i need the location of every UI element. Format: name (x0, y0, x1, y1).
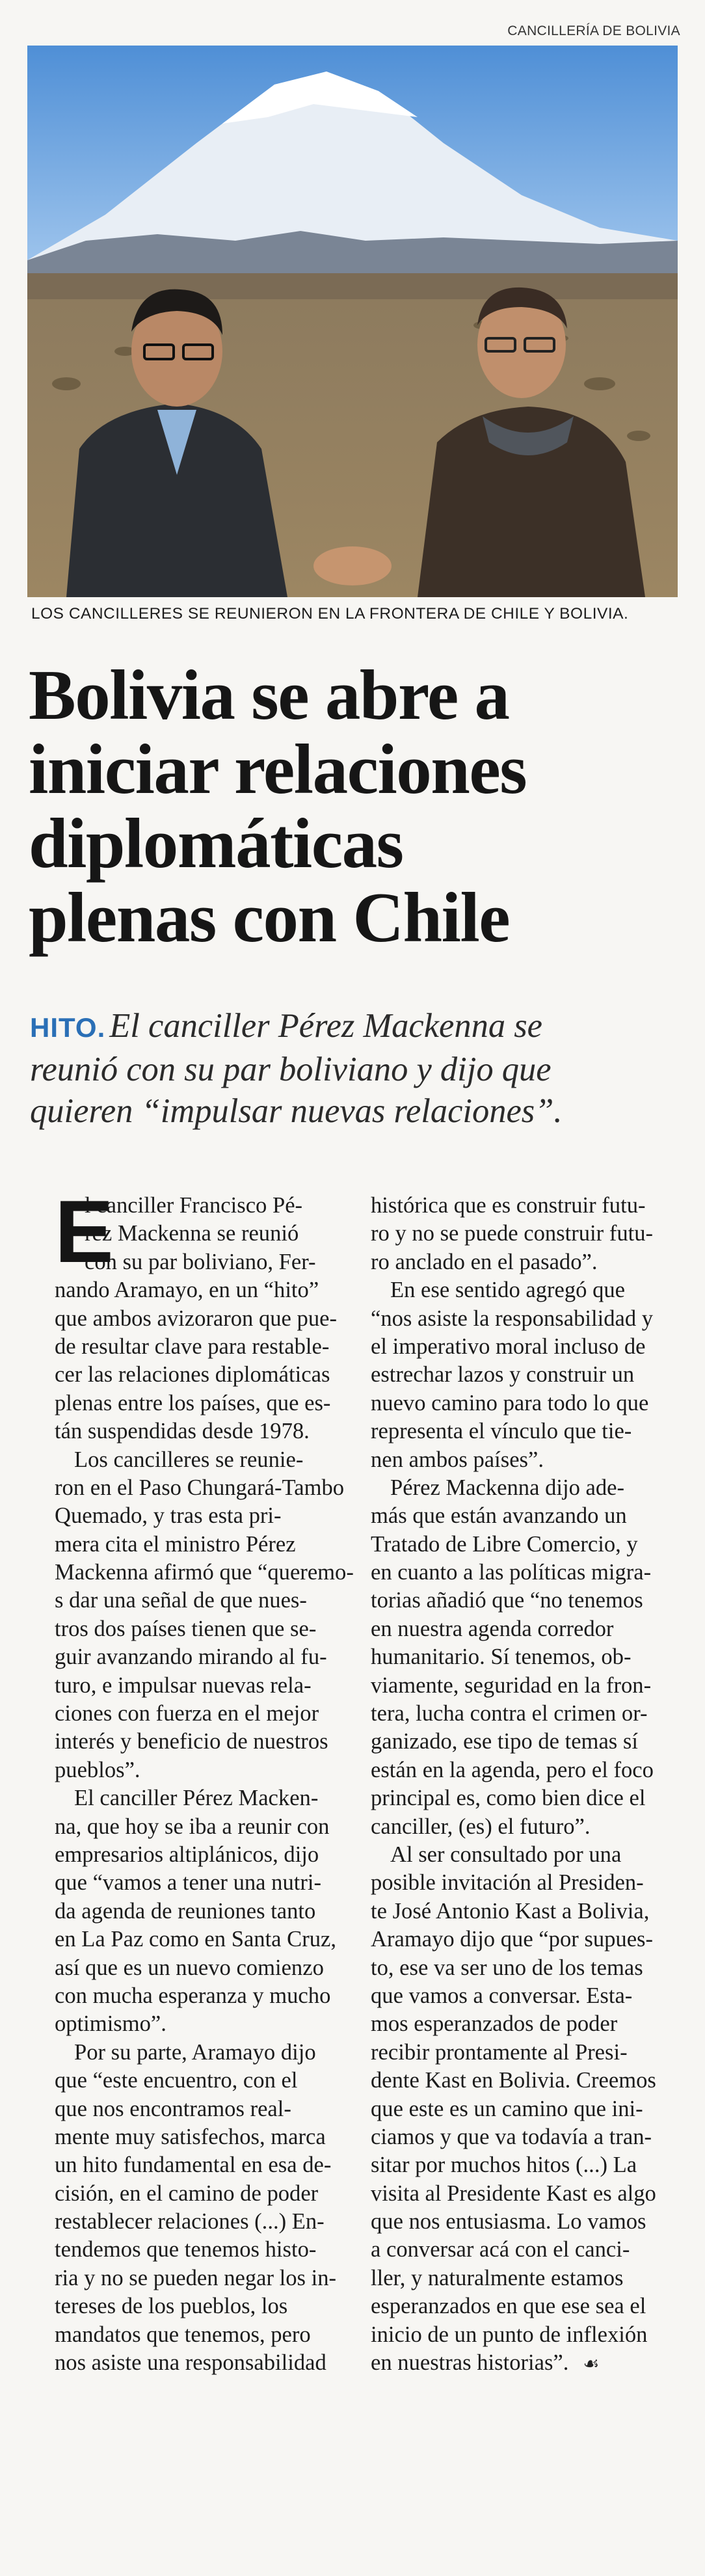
deck-line: quieren “impulsar nuevas relaciones”. (30, 1092, 563, 1130)
body-text-line: tendemos que tenemos histo- (55, 2237, 317, 2262)
headline (29, 658, 679, 955)
body-text-line: a conversar acá con el canci- (371, 2237, 630, 2262)
body-text-line: ron en el Paso Chungará-Tambo (55, 1475, 345, 1500)
body-text-line: con su par boliviano, Fer- (85, 1249, 316, 1274)
body-text-line: torias añadió que “no tenemos (371, 1588, 643, 1613)
body-text-line: cisión, en el camino de poder (55, 2180, 319, 2206)
photo-credit: CANCILLERÍA DE BOLIVIA (507, 23, 680, 38)
body-text-line: Por su parte, Aramayo dijo (74, 2039, 316, 2065)
body-text-line: guir avanzando mirando al fu- (55, 1644, 327, 1670)
body-text-line: visita al Presidente Kast es algo (371, 2180, 656, 2206)
body-text-line: nando Aramayo, en un “hito” (55, 1278, 319, 1303)
body-text-line: da agenda de reuniones tanto (55, 1898, 316, 1924)
photo-caption: LOS CANCILLERES SE REUNIERON EN LA FRONTERA DE CHILE Y BOLIVIA. (31, 605, 629, 623)
deck-line: reunió con su par boliviano y dijo que (30, 1051, 552, 1088)
body-text-line: restablecer relaciones (...) En- (55, 2209, 325, 2234)
body-text-line: en cuanto a las políticas migra- (371, 1560, 652, 1585)
deck-subtitle (30, 1005, 674, 1132)
body-text-line: to, ese va ser uno de los temas (371, 1955, 643, 1980)
body-text-line: que este es un camino que ini- (371, 2096, 643, 2121)
body-text-line: ria y no se pueden negar los in- (55, 2265, 337, 2290)
body-text-line: que vamos a conversar. Esta- (371, 1983, 633, 2008)
body-text-line: inicio de un punto de inflexión (371, 2322, 648, 2347)
body-text-line: interés y beneficio de nuestros (55, 1729, 328, 1754)
body-text-line: empresarios altiplánicos, dijo (55, 1842, 319, 1867)
body-text-line: con mucha esperanza y mucho (55, 1983, 331, 2008)
body-text-line: canciller, (es) el futuro”. (371, 1814, 591, 1839)
body-text-line: Aramayo dijo que “por supues- (371, 1927, 654, 1952)
headline-line: diplomáticas (29, 804, 403, 883)
body-text-line: mos esperanzados de poder (371, 2011, 618, 2037)
body-text-line: tán suspendidas desde 1978. (55, 1419, 310, 1444)
body-text-line: tera, lucha contra el crimen or- (371, 1701, 648, 1726)
body-text-line: que nos entusiasma. Lo vamos (371, 2209, 646, 2234)
body-text-line: Los cancilleres se reunie- (74, 1447, 304, 1472)
photo-illustration (27, 46, 678, 597)
deck-kicker: HITO. (30, 1012, 106, 1043)
body-text-line: na, que hoy se iba a reunir con (55, 1814, 330, 1839)
body-text-line: ller, y naturalmente estamos (371, 2265, 624, 2290)
article-photo (27, 46, 678, 597)
body-text-line: te José Antonio Kast a Bolivia, (371, 1898, 650, 1924)
body-text-line: en La Paz como en Santa Cruz, (55, 1927, 337, 1952)
body-text-line: mente muy satisfechos, marca (55, 2124, 326, 2149)
body-text-line: ciones con fuerza en el mejor (55, 1701, 319, 1726)
body-text-line: esperanzados en que ese sea el (371, 2294, 646, 2319)
body-text-line: representa el vínculo que tie- (371, 1419, 632, 1444)
body-text-line: ro anclado en el pasado”. (371, 1249, 598, 1274)
body-text-line: tros dos países tienen que se- (55, 1616, 317, 1641)
body-text-line: Tratado de Libre Comercio, y (371, 1531, 638, 1557)
body-text-line: ciamos y que va todavía a tran- (371, 2124, 652, 2149)
drop-cap: E (55, 1182, 114, 1281)
body-text-line: están en la agenda, pero el foco (371, 1757, 654, 1782)
body-text-line: turo, e impulsar nuevas rela- (55, 1672, 312, 1698)
body-text-line: el imperativo moral incluso de (371, 1334, 646, 1359)
deck-line-text: El canciller Pérez Mackenna se (109, 1007, 542, 1045)
end-mark-icon: ☙ (583, 2353, 600, 2375)
body-text-line: pueblos”. (55, 1757, 140, 1782)
body-text-line: mera cita el ministro Pérez (55, 1531, 296, 1557)
body-text-line: plenas entre los países, que es- (55, 1390, 331, 1415)
body-text-line: En ese sentido agregó que (390, 1278, 626, 1303)
body-text-line: en nuestra agenda corredor (371, 1616, 614, 1641)
body-text-line: l canciller Francisco Pé- (85, 1193, 303, 1218)
body-column-left (55, 1182, 354, 2377)
body-text-line: viamente, seguridad en la fron- (371, 1672, 652, 1698)
body-text-line: de resultar clave para restable- (55, 1334, 330, 1359)
body-text-line: histórica que es construir futu- (371, 1193, 646, 1218)
body-text-line: mandatos que tenemos, pero (55, 2322, 311, 2347)
body-text-line: Mackenna afirmó que “queremo- (55, 1560, 354, 1585)
headline-line: plenas con Chile (29, 878, 510, 957)
body-text-line: nen ambos países”. (371, 1447, 544, 1472)
body-text-line: nuevo camino para todo lo que (371, 1390, 649, 1415)
body-text-line: “nos asiste la responsabilidad y (371, 1306, 654, 1331)
body-text-line: El canciller Pérez Macken- (74, 1786, 319, 1811)
body-text-line: Al ser consultado por una (390, 1842, 622, 1867)
body-text-line: sitar por muchos hitos (...) La (371, 2153, 637, 2178)
body-text-line: cer las relaciones diplomáticas (55, 1362, 330, 1388)
body-text-line: tereses de los pueblos, los (55, 2294, 288, 2319)
body-text-line: principal es, como bien dice el (371, 1786, 646, 1811)
body-text-line: que “este encuentro, con el (55, 2068, 298, 2093)
body-column-right (371, 1192, 657, 2377)
body-text-line: estrechar lazos y construir un (371, 1362, 635, 1388)
body-text-line: ganizado, ese tipo de temas sí (371, 1729, 638, 1754)
body-text-line: humanitario. Sí tenemos, ob- (371, 1644, 632, 1670)
body-text-line: que nos encontramos real- (55, 2096, 291, 2121)
body-text-line: más que están avanzando un (371, 1503, 627, 1529)
body-text-line: s dar una señal de que nues- (55, 1588, 307, 1613)
headline-line: Bolivia se abre a (29, 656, 509, 734)
deck-line (30, 1005, 674, 1049)
body-text-line: rez Mackenna se reunió (85, 1221, 299, 1246)
body-text-line: ro y no se puede construir futu- (371, 1221, 654, 1246)
body-text-line: nos asiste una responsabilidad (55, 2350, 326, 2376)
body-text-line: Quemado, y tras esta pri- (55, 1503, 282, 1529)
body-text-line: dente Kast en Bolivia. Creemos (371, 2068, 656, 2093)
body-text-line: posible invitación al Presiden- (371, 1870, 644, 1896)
body-text-line: en nuestras historias”. ☙ (371, 2349, 657, 2377)
body-text-line: que ambos avizoraron que pue- (55, 1306, 337, 1331)
body-text-line: Pérez Mackenna dijo ade- (390, 1475, 625, 1500)
body-text-line: optimismo”. (55, 2011, 166, 2037)
body-text-line: que “vamos a tener una nutri- (55, 1870, 321, 1896)
body-text-line: así que es un nuevo comienzo (55, 1955, 324, 1980)
headline-line: iniciar relaciones (29, 730, 527, 809)
body-text-line: recibir prontamente al Presi- (371, 2039, 628, 2065)
body-text-line: un hito fundamental en esa de- (55, 2153, 332, 2178)
